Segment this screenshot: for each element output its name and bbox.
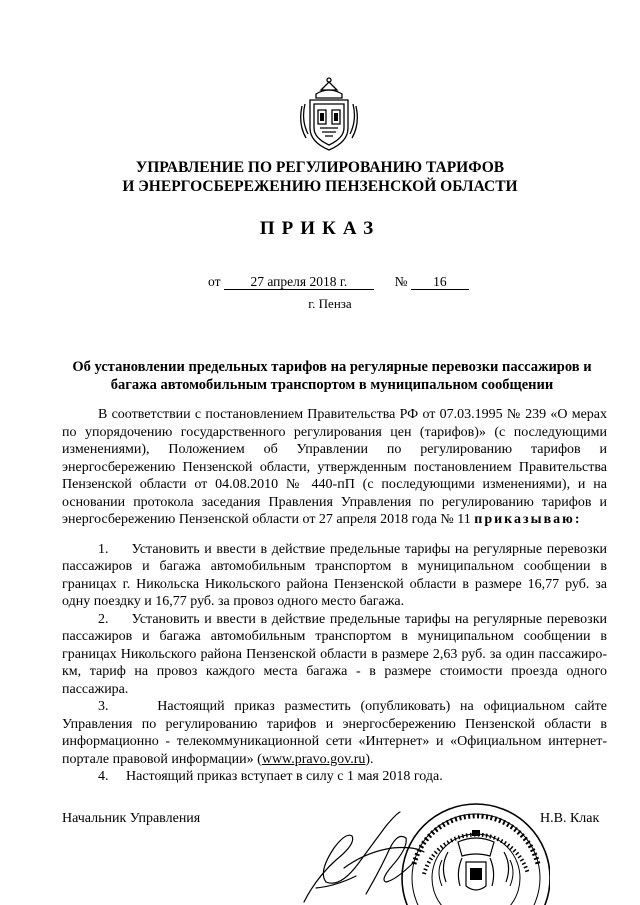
document-number: 16	[411, 274, 469, 290]
order-word: приказываю	[474, 512, 575, 527]
list-item	[62, 698, 607, 768]
item-number: 4.	[98, 769, 109, 784]
item-number: 2.	[98, 611, 109, 627]
coat-of-arms-icon	[296, 76, 362, 154]
preamble-text: В соответствии с постановлением Правительства РФ от 07.03.1995 № 239 «О мерах по упорядочению государственного регулирования цен (тарифов)» (с последующими изменениями), Положением об Управлении по регулированию тарифов и энергосбережению Пензенской области, утвержденным постановлением Правительства Пензенской области от 04.08.2010 № 440-пП (с последующими изменениями), и на основании протокола заседания Правления Управления по регулированию тарифов и энергосбережению Пензенской области от 27 апреля 2018 года № 11	[62, 407, 607, 527]
subject-line-1: Об установлении предельных тарифов на регулярные перевозки пассажиров и	[72, 359, 592, 375]
item-text: Установить и ввести в действие предельные тарифы на регулярные перевозки пассажиров и багажа автомобильным транспортом в муниципальном сообщении в границах Никольского района Пензенской области в размере 2,63 руб. за один пассажиро-км, тариф на провоз каждого места багажа - в размере стоимости проезда одного пассажира.	[62, 611, 608, 697]
number-label: №	[394, 274, 408, 289]
item-tail: ).	[365, 751, 374, 767]
signatory-name: Н.В. Клак	[540, 811, 600, 826]
document-type: ПРИКАЗ	[259, 218, 381, 239]
subject-line-2: багажа автомобильным транспортом в муниципальном сообщении	[110, 377, 554, 393]
item-number: 3.	[98, 699, 109, 714]
org-line-1: УПРАВЛЕНИЕ ПО РЕГУЛИРОВАНИЮ ТАРИФОВ	[135, 159, 505, 176]
preamble-paragraph	[62, 406, 607, 529]
organization-name	[0, 158, 640, 196]
document-date: 27 апреля 2018 г.	[224, 274, 374, 290]
document-body	[62, 406, 607, 786]
org-line-2: И ЭНЕРГОСБЕРЕЖЕНИЮ ПЕНЗЕНСКОЙ ОБЛАСТИ	[122, 178, 518, 195]
date-prefix: от	[208, 274, 221, 289]
item-text: Настоящий приказ разместить (опубликовать) на официальном сайте Управления по регулированию тарифов и энергосбережению Пензенской области в информационно - телекоммуникационной сети «Интернет» и «Официальном интернет-портале правовой информации» (	[62, 699, 607, 767]
document-subject	[62, 358, 602, 394]
handwritten-signature-icon	[296, 808, 431, 905]
pravo-link[interactable]: www.pravo.gov.ru	[261, 751, 366, 767]
signatory-position: Начальник Управления	[62, 811, 201, 826]
order-colon: :	[574, 512, 580, 527]
item-number: 1.	[98, 541, 109, 557]
city: г. Пенза	[308, 296, 352, 311]
list-item	[62, 611, 607, 699]
list-item	[62, 541, 607, 611]
item-text: Настоящий приказ вступает в силу с 1 мая 2018 года.	[126, 769, 443, 784]
item-text: Установить и ввести в действие предельные тарифы на регулярные перевозки пассажиров и багажа автомобильным транспортом в муниципальном сообщении в границах г. Никольска Никольского района Пензенской области в размере 16,77 руб. за одну поездку и 16,77 руб. за провоз одного место багажа.	[62, 541, 608, 609]
date-number-line	[208, 274, 469, 290]
